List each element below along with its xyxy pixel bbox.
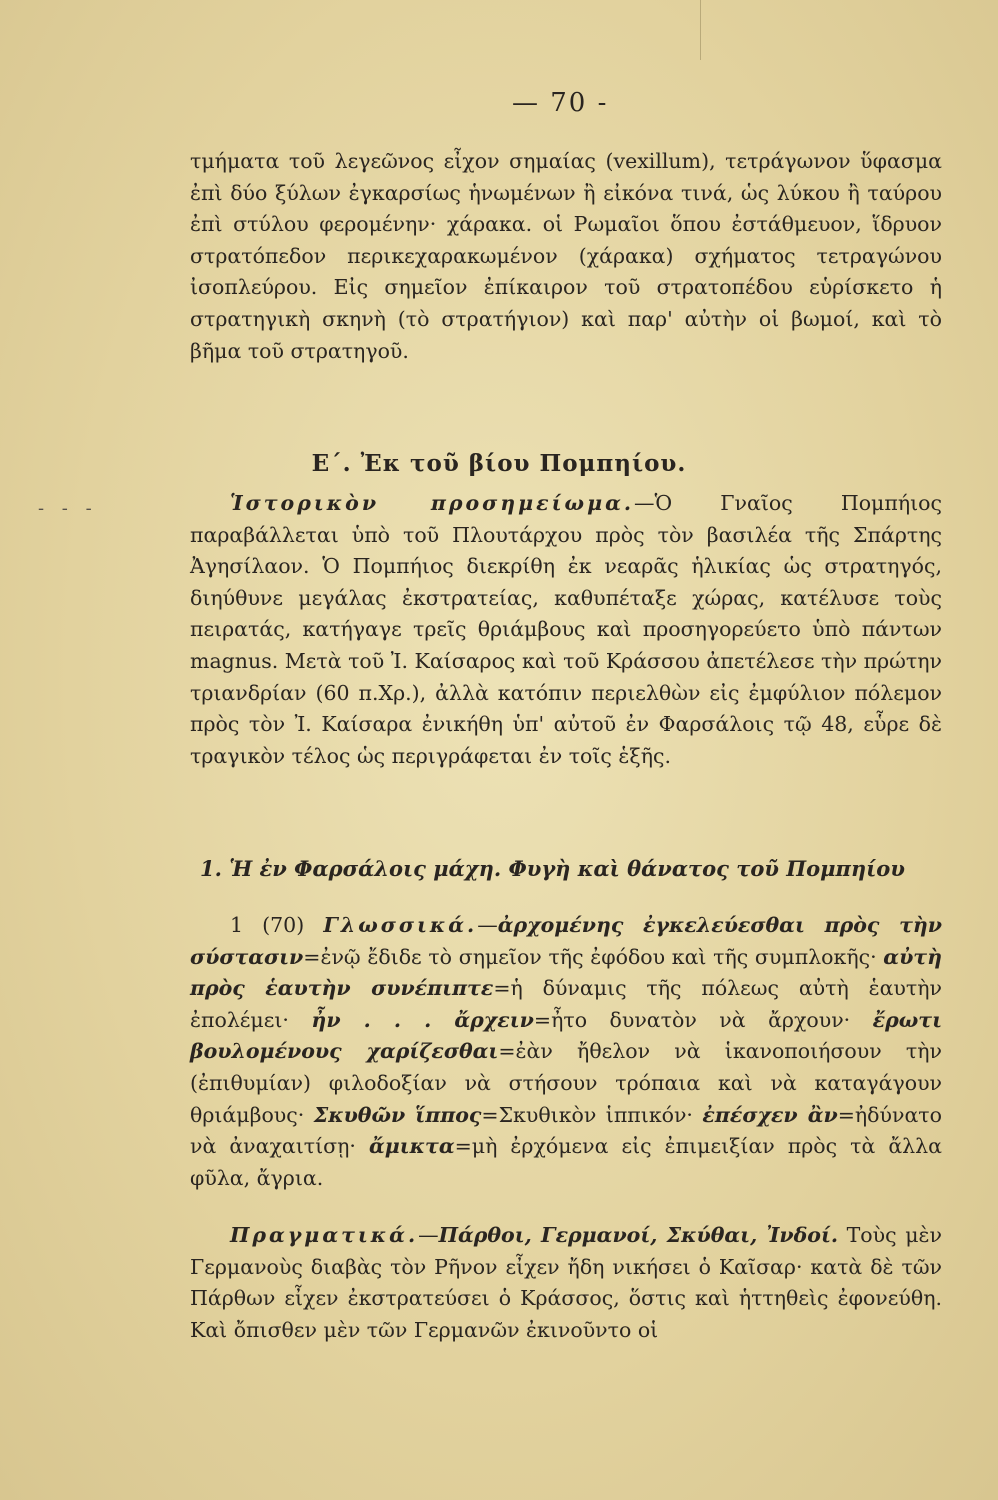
paragraph-vexillum: [190, 146, 942, 367]
text-segment: =ἠδύνατο νὰ ἀναχαιτίσῃ·: [190, 1102, 942, 1159]
paragraph-lead: Γλωσσικά.: [323, 913, 478, 937]
glossed-term: αὐτὴ πρὸς ἑαυτὴν συνέπιπτε: [190, 944, 942, 1001]
glossed-term: ἐπέσχεν ἂν: [702, 1102, 838, 1127]
glossed-term: ἄμικτα: [368, 1134, 455, 1159]
glossed-term: ἔρωτι βουλομένους χαρίζεσθαι: [190, 1007, 942, 1064]
paragraph-number: 1 (70): [230, 913, 305, 937]
paragraph-text: τμήματα τοῦ λεγεῶνος εἶχον σημαίας (vexillum), τετράγωνον ὕφασμα ἐπὶ δύο ξύλων ἐγκαρσίως ἡνωμένων ἢ εἰκόνα τινά, ὡς λύκου ἢ ταύρου ἐπὶ στύλου φερομένην· χάρακα. οἱ Ρωμαῖοι ὅπου ἐστάθμευον, ἵδρυον στρατόπεδον περικεχαρακωμένον (χάρακα) σχήματος τετραγώνου ἰσοπλεύρου. Εἰς σημεῖον ἐπίκαιρον τοῦ στρατοπέδου εὑρίσκετο ἡ στρατηγικὴ σκηνὴ (τὸ στρατήγιον) καὶ παρ' αὐτὴν οἱ βωμοί, καὶ τὸ βῆμα τοῦ στρατηγοῦ.: [190, 149, 942, 363]
text-segment: =ἦτο δυνατὸν νὰ ἄρχουν·: [533, 1007, 873, 1032]
page-fold-line: [700, 0, 701, 60]
text-segment: =ἐὰν ἤθελον νὰ ἱκανοποιήσουν τὴν (ἐπιθυμίαν) φιλοδοξίαν νὰ στήσουν τρόπαια καὶ νὰ καταγάγουν θριάμβους·: [190, 1039, 942, 1127]
paragraph-text: Τοὺς μὲν Γερμανοὺς διαβὰς τὸν Ρῆνον εἶχεν ἤδη νικήσει ὁ Καῖσαρ· κατὰ δὲ τῶν Πάρθων εἶχεν ἐκστρατεύσει ὁ Κράσσος, ὅστις καὶ ἡττηθεὶς ἐφονεύθη. Καὶ ὄπισθεν μὲν τῶν Γερμανῶν ἐκινοῦντο οἱ: [190, 1223, 942, 1342]
text-segment: —: [477, 913, 498, 937]
glossed-term: Πάρθοι, Γερμανοί, Σκύθαι, Ἰνδοί.: [438, 1223, 838, 1247]
text-segment: =ἐνῷ ἔδιδε τὸ σημεῖον τῆς ἐφόδου καὶ τῆς συμπλοκῆς·: [303, 944, 884, 969]
paragraph-lead: Πραγματικά.: [230, 1223, 419, 1247]
text-segment: =μὴ ἐρχόμενα εἰς ἐπιμειξίαν πρὸς τὰ ἄλλα φῦλα, ἄγρια.: [190, 1134, 943, 1190]
paragraph-factual: [190, 1220, 942, 1346]
paragraph-lead: Ἱστορικὸν προσημείωμα.: [230, 491, 634, 515]
paragraph-linguistic: [190, 910, 942, 1194]
section-heading: Ε΄. Ἐκ τοῦ βίου Πομπηίου.: [311, 450, 687, 477]
subheading: 1. Ἡ ἐν Φαρσάλοις μάχη. Φυγὴ καὶ θάνατος τοῦ Πομπηίου: [200, 856, 905, 881]
text-segment: =ἡ δύναμις τῆς πόλεως αὐτὴ ἑαυτὴν ἐπολέμει·: [190, 976, 942, 1032]
glossed-term: Σκυθῶν ἵππος: [313, 1102, 482, 1127]
text-segment: —: [418, 1223, 439, 1247]
paragraph-text: —Ὁ Γναῖος Πομπήιος παραβάλλεται ὑπὸ τοῦ Πλουτάρχου πρὸς τὸν βασιλέα τῆς Σπάρτης Ἀγησίλαον. Ὁ Πομπήιος διεκρίθη ἐκ νεαρᾶς ἡλικίας ὡς στρατηγός, διηύθυνε μεγάλας ἐκστρατείας, καθυπέταξε χώρας, κατέλυσε τοὺς πειρατάς, κατήγαγε τρεῖς θριάμβους καὶ προσηγορεύετο ὑπὸ πάντων magnus. Μετὰ τοῦ Ἰ. Καίσαρος καὶ τοῦ Κράσσου ἀπετέλεσε τὴν πρώτην τριανδρίαν (60 π.Χρ.), ἀλλὰ κατόπιν περιελθὼν εἰς ἐμφύλιον πόλεμον πρὸς τὸν Ἰ. Καίσαρα ἐνικήθη ὑπ' αὐτοῦ ἐν Φαρσάλοις τῷ 48, εὗρε δὲ τραγικὸν τέλος ὡς περιγράφεται ἐν τοῖς ἑξῆς.: [190, 491, 943, 768]
text-segment: =Σκυθικὸν ἱππικόν·: [481, 1102, 703, 1127]
page-number: — 70 -: [512, 88, 609, 118]
paragraph-historical-note: [190, 488, 942, 772]
margin-mark: - - -: [38, 498, 98, 519]
glossed-term: ἀρχομένης ἐγκελεύεσθαι πρὸς τὴν σύστασιν: [190, 913, 942, 969]
glossed-term: ἦν . . . ἄρχειν: [311, 1007, 534, 1032]
